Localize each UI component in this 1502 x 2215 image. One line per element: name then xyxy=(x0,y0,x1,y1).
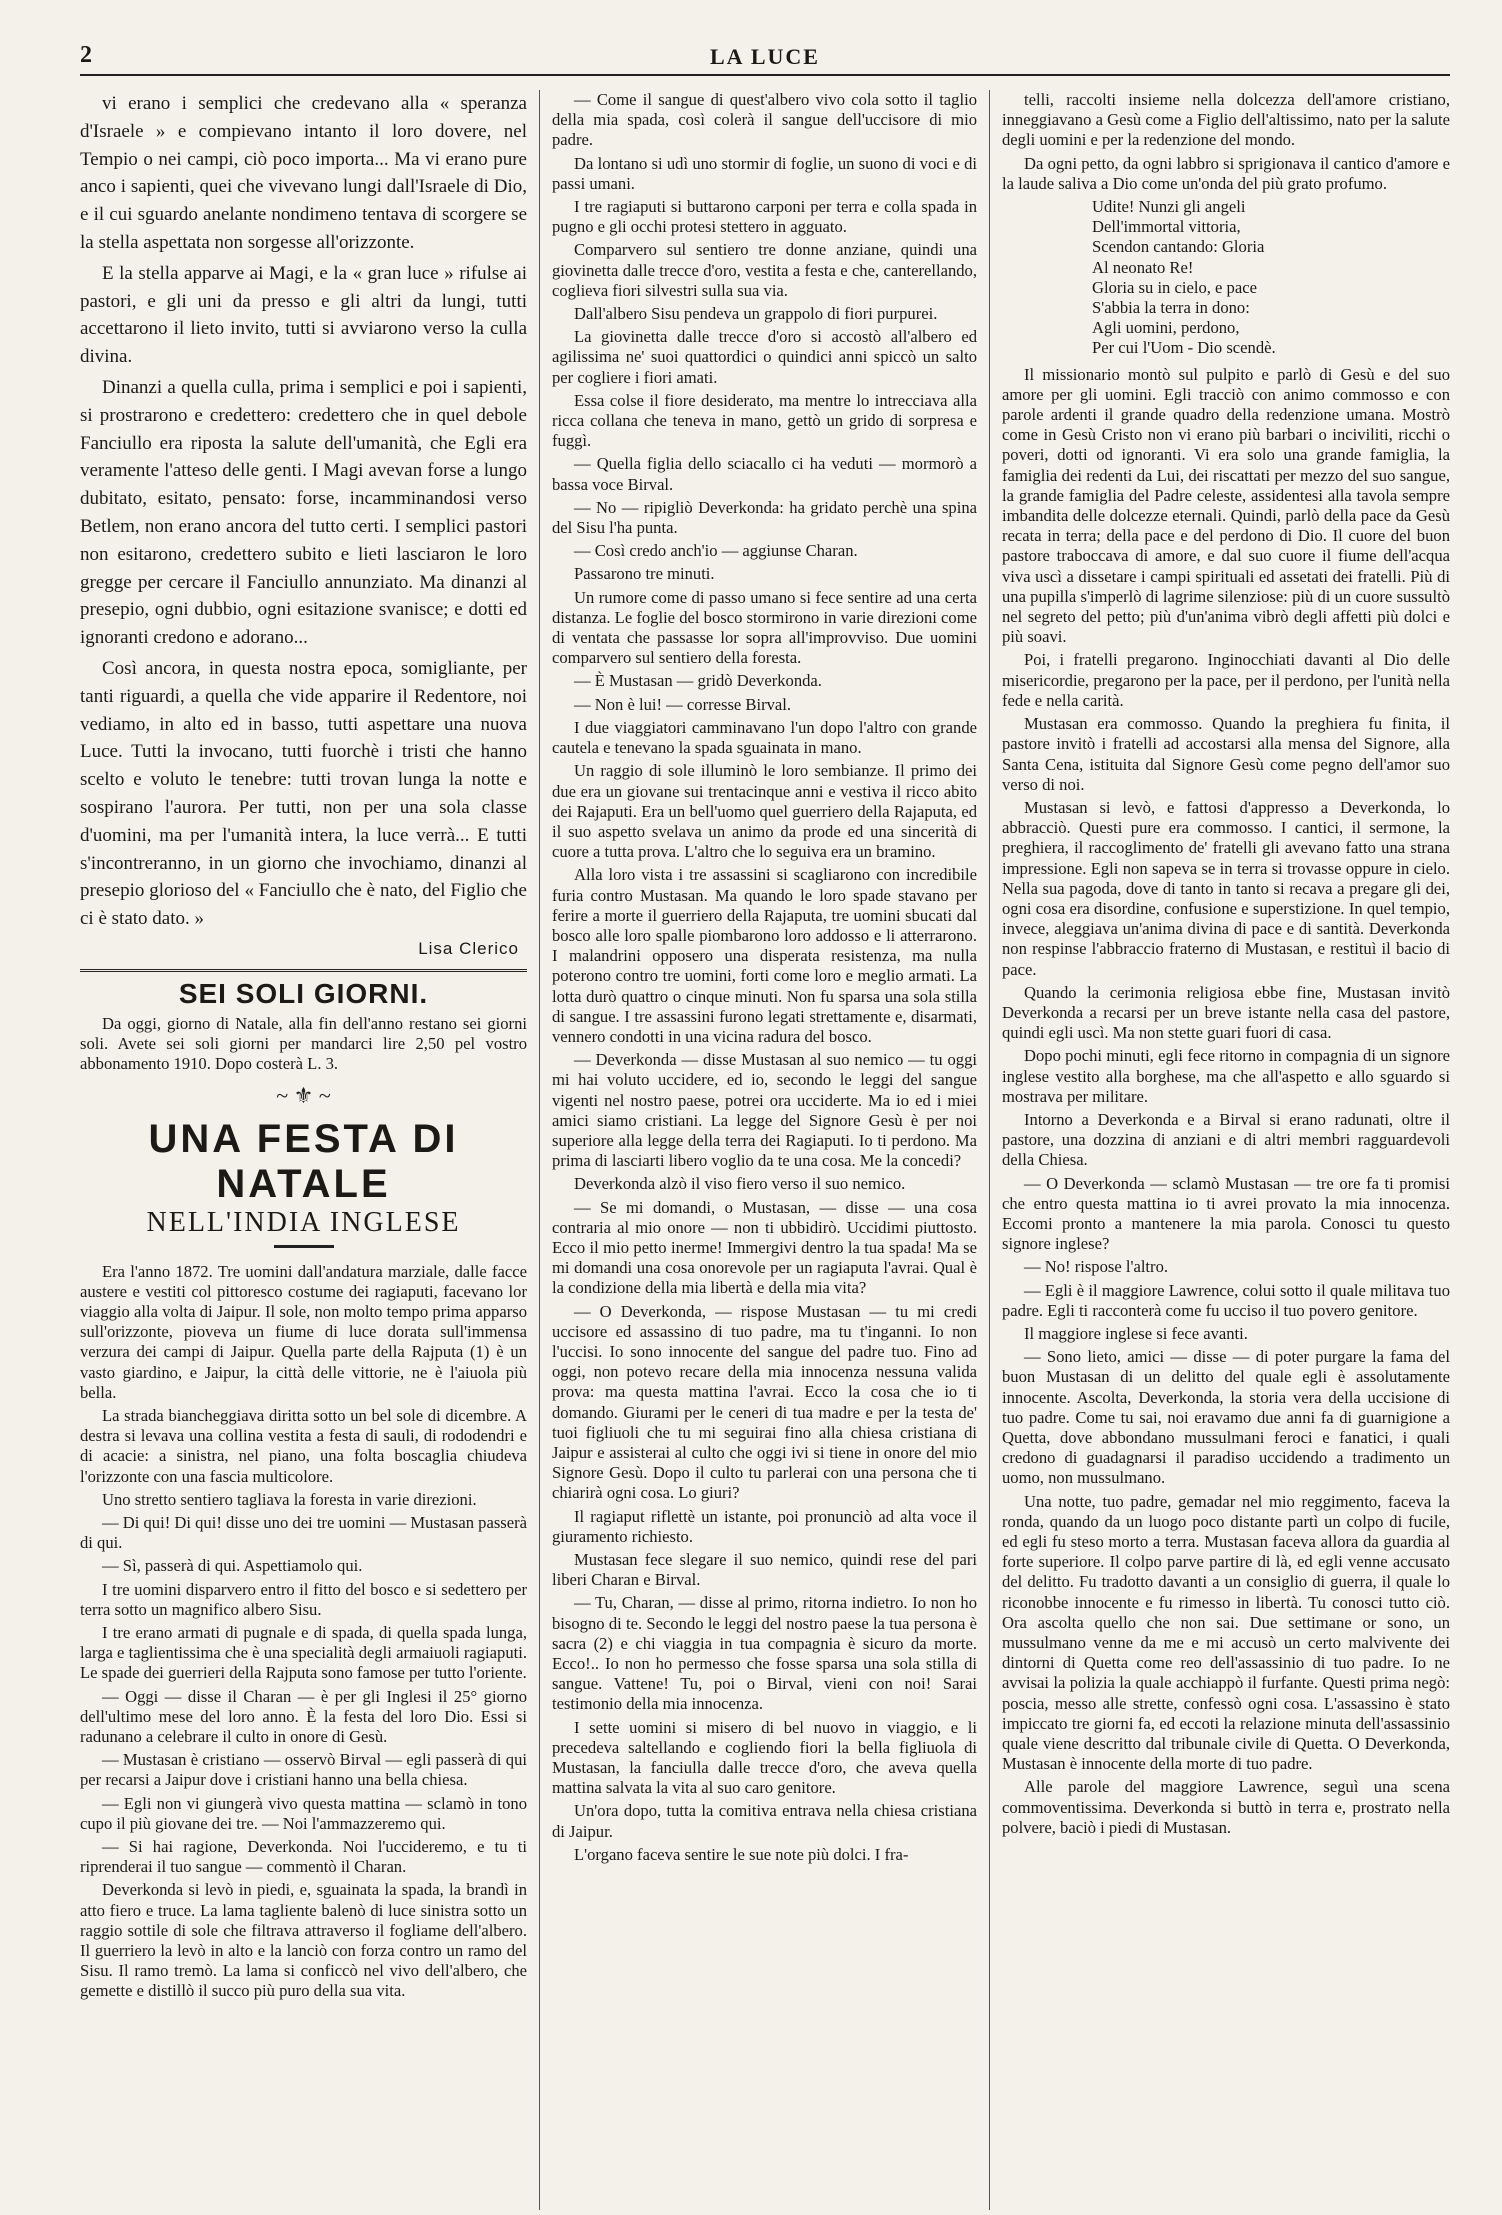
paragraph: — No! rispose l'altro. xyxy=(1024,1257,1169,1277)
paragraph: — Non è lui! — corresse Birval. xyxy=(574,694,792,714)
paragraph: I sette uomini si misero di bel nuovo in viaggio, e li precedeva saltellando e cogliendo fiori la bella figliuola di Mustasan, la fanciulla dalle trecce d'oro, che aveva quella mattina salvata la vita al suo caro genitore. xyxy=(552,1717,977,1798)
article-subtitle: NELL'INDIA INGLESE xyxy=(146,1206,461,1238)
paragraph: — Così credo anch'io — aggiunse Charan. xyxy=(574,541,858,561)
article-text-start xyxy=(80,1262,527,2002)
article-text-continued xyxy=(552,90,977,1865)
article-text-end-part2 xyxy=(1002,365,1450,1838)
essay-text xyxy=(80,90,527,933)
poem-line: S'abbia la terra in dono: xyxy=(1092,298,1250,318)
page-number: 2 xyxy=(80,42,92,68)
paragraph: La strada biancheggiava diritta sotto un bel sole di dicembre. A destra si levava una collina vestita a festa di sauli, di rododendri e di acacie: a sinistra, nel piano, una folta boscaglia chiudeva l'orizzonte con una fascia multicolore. xyxy=(80,1405,527,1486)
paragraph: Dopo pochi minuti, egli fece ritorno in compagnia di un signore inglese vestito alla borghese, ma che all'aspetto e allo sguardo si mostrava per militare. xyxy=(1002,1046,1450,1106)
paragraph: — O Deverkonda — sclamò Mustasan — tre ore fa ti promisi che entro questa mattina io ti avrei provato la mia innocenza. Eccomi pronto a mantenere la mia parola. Conosci tu questo signore inglese? xyxy=(1002,1173,1450,1254)
poem-line: Agli uomini, perdono, xyxy=(1092,318,1240,338)
paragraph: Mustasan era commosso. Quando la preghiera fu finita, il pastore invitò i fratelli ad accostarsi alla mensa del Signore, alla Santa Cena, istituita dal Signore Gesù come pegno dell'amor suo verso di noi. xyxy=(1002,714,1450,794)
page-header xyxy=(80,40,1450,76)
poem-line: Al neonato Re! xyxy=(1092,257,1194,277)
title-rule xyxy=(274,1245,334,1248)
paragraph: — Di qui! Di qui! disse uno dei tre uomini — Mustasan passerà di qui. xyxy=(80,1512,527,1553)
paragraph: I due viaggiatori camminavano l'un dopo l'altro con grande cautela e tenevano la spada sguainata in mano. xyxy=(552,717,977,758)
article-text-end-part1 xyxy=(1002,90,1450,194)
paragraph: Dinanzi a quella culla, prima i semplici e poi i sapienti, si prostrarono e credettero: credettero che in quel debole Fanciullo era riposta la salute dell'umanità, che Egli era veramente l'atteso delle genti. I Magi avevan forse a lungo dubitato, esitato, pensato: forse, incamminandosi verso Betlem, non erano ancora del tutto certi. I semplici pastori non esitarono, credettero subito e lieti lasciaron le loro gregge per cercare il Fanciullo annunziato. Ma dinanzi al presepio, ogni dubbio, ogni esitazione svanisce; e dotti ed ignoranti credono e adorano... xyxy=(80,376,527,649)
poem-line: Scendon cantando: Gloria xyxy=(1092,237,1265,257)
paragraph: Il ragiaput riflettè un istante, poi pronunciò ad alta voce il giuramento richiesto. xyxy=(552,1506,977,1546)
paragraph: Mustasan si levò, e fattosi d'appresso a Deverkonda, lo abbracciò. Questi pure era commosso. I cantici, il sermone, la preghiera, il raccoglimento de' fratelli gli avevano fatto una strana impressione. Egli non sapeva se in terra si trovasse oppure in cielo. Nella sua pagoda, dove di tanto in tanto si recava a pregare gli dei, ogni cosa era disordine, confusione e superstizione. In quel tempio, invece, aleggiava un'anima divina di pace e di santità. Deverkonda non respinse l'abbraccio fraterno di Mustasan, e restituì il bacio di pace. xyxy=(1002,797,1450,979)
column-1 xyxy=(80,90,540,2210)
paragraph: Deverkonda alzò il viso fiero verso il suo nemico. xyxy=(574,1174,906,1194)
hymn-verses xyxy=(1092,197,1450,359)
paragraph: Mustasan fece slegare il suo nemico, quindi rese del pari liberi Charan e Birval. xyxy=(552,1550,977,1590)
column-2 xyxy=(540,90,990,2210)
paragraph: — Egli non vi giungerà vivo questa mattina — sclamò in tono cupo il più giovane dei tre. — Noi l'ammazzeremo qui. xyxy=(80,1793,527,1833)
poem-line: Gloria su in cielo, e pace xyxy=(1092,277,1257,297)
paragraph: Deverkonda si levò in piedi, e, sguainata la spada, la brandì in atto fiero e truce. La lama tagliente balenò di luce sinistra sotto un raggio sottile di sole che filtrava attraverso il fogliame dell'albero. Il guerriero la levò in alto e la lanciò con forza contro un ramo del Sisu. Il ramo tremò. La lama si conficcò nel vivo dell'albero, che gemette e distillò il succo più puro della sua vita. xyxy=(80,1880,527,2001)
paragraph: — Si hai ragione, Deverkonda. Noi l'uccideremo, e tu ti riprenderai il tuo sangue — commentò il Charan. xyxy=(80,1837,527,1877)
paragraph: — Quella figlia dello sciacallo ci ha veduti — mormorò a bassa voce Birval. xyxy=(552,454,977,494)
paragraph: — Mustasan è cristiano — osservò Birval — egli passerà di qui per recarsi a Jaipur dove i cristiani hanno una bella chiesa. xyxy=(80,1750,527,1790)
paragraph: Intorno a Deverkonda e a Birval si erano radunati, oltre il pastore, una dozzina di anziani e di altri membri ragguardevoli della Chiesa. xyxy=(1002,1109,1450,1170)
paragraph: Essa colse il fiore desiderato, ma mentre lo intrecciava alla ricca collana che teneva in mano, gettò un grido di sorpresa e fuggì. xyxy=(552,390,977,451)
paragraph: Il missionario montò sul pulpito e parlò di Gesù e del suo amore per gli uomini. Egli tracciò con animo commosso e con parole ardenti il grande quadro della redenzione umana. Mostrò come in Gesù Cristo non vi erano più barbari o inciviliti, ricchi o poveri, dotti od ignoranti. Vi era solo una grande famiglia, la famiglia dei redenti da Lui, dei riscattati per mezzo del suo sangue, la grande famiglia del Padre celeste, assidentesi alla tavola sempre imbandita delle dolcezze eternali. Quindi, parlò della pace da Gesù recata in terra; della pace e del perdono di Dio. Il cuore del buon pastore traboccava di amore, e dal suo cuore il fiume dell'acqua viva uscì a dissetare i campi spirituali ed assetati dei fratelli. Più di una pupilla s'imperlò di lagrime silenziose: più di un cuore sussultò nel segreto del petto; più d'un'anima vibrò degli affetti più dolci e più soavi. xyxy=(1002,364,1450,647)
poem-line: Dell'immortal vittoria, xyxy=(1092,217,1241,237)
paragraph: I tre uomini disparvero entro il fitto del bosco e si sedettero per terra sotto un magnifico albero Sisu. xyxy=(80,1579,527,1619)
columns xyxy=(80,90,1450,2210)
paragraph: Dall'albero Sisu pendeva un grappolo di fiori purpurei. xyxy=(574,304,938,324)
paragraph: Passarono tre minuti. xyxy=(574,564,715,584)
paragraph: I tre ragiaputi si buttarono carponi per terra e colla spada in pugno e gli occhi protesi stettero in agguato. xyxy=(552,197,977,237)
paragraph: Un rumore come di passo umano si fece sentire ad una certa distanza. Le foglie del bosco stormirono in varie direzioni come di ventata che passasse lor sopra all'improvviso. Due uomini comparvero sul sentiero della foresta. xyxy=(552,587,977,668)
notice-body xyxy=(80,1014,527,1075)
paragraph: — Se mi domandi, o Mustasan, — disse — una cosa contraria al mio onore — non ti ubbidirò. Uccidimi piuttosto. Ecco il mio petto inerme! Immergivi dentro la tua spada! Ma se mi domandi una cosa onorevole per un ragiaputa l'avrai. Qual è la condizione della mia libertà e della mia vita? xyxy=(552,1197,977,1298)
paragraph: — Egli è il maggiore Lawrence, colui sotto il quale militava tuo padre. Egli ti racconterà come fu ucciso il tuo povero genitore. xyxy=(1002,1280,1450,1320)
paragraph: Il maggiore inglese si fece avanti. xyxy=(1024,1323,1248,1343)
section-divider xyxy=(80,969,527,972)
paragraph: La giovinetta dalle trecce d'oro si accostò all'albero ed agilissima ne' suoi quattordici o quindici anni spiccò un salto per cogliere i fiori amati. xyxy=(552,327,977,387)
paragraph: Un'ora dopo, tutta la comitiva entrava nella chiesa cristiana di Jaipur. xyxy=(552,1801,977,1841)
paragraph: — Come il sangue di quest'albero vivo cola sotto il taglio della mia spada, così colerà il sangue dell'uccisore di mio padre. xyxy=(552,90,977,150)
paragraph: Alla loro vista i tre assassini si scagliarono con incredibile furia contro Mustasan. Ma quando le loro spade stavano per ferire a morte il guerriero della Rajaputa, tre uomini sbucati dal bosco alle loro spalle piombarono loro addosso e li atterrarono. I malandrini opposero una disperata resistenza, ma nulla poterono contro tre uomini, forti come loro e meglio armati. La lotta durò quattro o cinque minuti. Non fu sparsa una sola stilla di sangue. I tre assassini furono legati strettamente e, disarmati, vennero condotti in una vicina radura del bosco. xyxy=(552,865,977,1046)
paragraph: Poi, i fratelli pregarono. Inginocchiati davanti al Dio delle misericordie, pregarono per la pace, per il perdono, per l'unità nella fede e nella carità. xyxy=(1002,650,1450,710)
paragraph: — È Mustasan — gridò Deverkonda. xyxy=(574,671,822,691)
paragraph: Così ancora, in questa nostra epoca, somigliante, per tanti riguardi, a quella che vide apparire il Redentore, noi vediamo, in alto ed in basso, tutti aspettare una nuova Luce. Tutti la invocano, tutti fuorchè i tristi che hanno scelto e voluto le tenebre: tutti trovan lunga la notte e sospirano l'aurora. Per tutti, non per una sola classe d'uomini, ma per l'umanità intera, la luce verrà... E tutti s'incontreranno, in un giorno che invochiamo, dinanzi al presepio glorioso del « Fanciullo che è nato, del Figlio che ci è stato dato. » xyxy=(80,657,527,930)
column-3 xyxy=(990,90,1450,2210)
paragraph: Comparvero sul sentiero tre donne anziane, quindi una giovinetta dalle trecce d'oro, vestita a festa e che, canterellando, coglieva fiori silvestri sulla sua via. xyxy=(552,240,977,300)
paragraph: — No — ripigliò Deverkonda: ha gridato perchè una spina del Sisu l'ha punta. xyxy=(552,497,977,538)
paragraph: E la stella apparve ai Magi, e la « gran luce » rifulse ai pastori, e gli uni da presso e gli altri da lungi, tutti accettarono il lieto invito, tutti si avviarono verso la culla divina. xyxy=(80,262,527,368)
notice-title: SEI SOLI GIORNI. xyxy=(178,977,429,1009)
paragraph: Una notte, tuo padre, gemadar nel mio reggimento, faceva la ronda, quando da un luogo poco distante partì un colpo di fucile, ed egli fu steso morto a terra. Mustasan faceva allora da guardia al forte superiore. Il colpo parve partire di là, ed egli venne accusato del delitto. Fu tradotto davanti a un consiglio di guerra, il quale lo riconobbe innocente e fu rimesso in libertà. Tu conosci tutto ciò. Ora ascolta quello che non sai. Due settimane or sono, un mussulmano venne da me e mi accusò un certo malvivente dei dintorni di Quetta come reo dell'assassinio di tuo padre. Io ne avvisai la polizia la quale acchiappò il furfante. Questi prima negò: poscia, messo alle strette, confessò ogni cosa. L'assassino è stato impiccato tre giorni fa, ed eccoti la relazione minuta dell'assassinio quale viene descritto dal tribunale civile di Quetta. O Deverkonda, Mustasan è innocente della morte di tuo padre. xyxy=(1002,1491,1450,1774)
paragraph: Uno stretto sentiero tagliava la foresta in varie direzioni. xyxy=(102,1489,477,1509)
paragraph: vi erano i semplici che credevano alla « speranza d'Israele » e compievano intanto il loro dovere, nel Tempio o nei campi, ciò poco importa... Ma vi erano pure anco i sapienti, quei che vivevano lungi dall'Israele di Dio, e il cui sguardo anelante nondimeno tentava di scorgere se la stella aspettata non sorgesse all'orizzonte. xyxy=(80,93,527,253)
paragraph: Quando la cerimonia religiosa ebbe fine, Mustasan invitò Deverkonda a recarsi per un breve istante nella casa del pastore, quindi egli uscì. Ma non stette guari fuori di casa. xyxy=(1002,982,1450,1043)
paragraph: Un raggio di sole illuminò le loro sembianze. Il primo dei due era un giovane sui trentacinque anni e vestiva il ricco abito dei Rajaputi. Era un bell'uomo quel guerriero della Rajaputa, ed il suo aspetto svelava un animo da prode ed una sincerità di cuore a tutta prova. L'altro che lo seguiva era un bramino. xyxy=(552,761,977,862)
notice-text: Da oggi, giorno di Natale, alla fin dell'anno restano sei giorni soli. Avete sei soli giorni per mandarci lire 2,50 pel vostro abbonamento 1910. Dopo costerà L. 3. xyxy=(80,1013,527,1074)
author-signature: Lisa Clerico xyxy=(418,938,519,958)
fleuron-ornament-icon: ~ ⚜ ~ xyxy=(276,1082,331,1108)
paragraph: — Deverkonda — disse Mustasan al suo nemico — tu oggi mi hai voluto uccidere, ed io, secondo le leggi del sangue vigenti nel nostro paese, potrei ora ucciderte. Ma io ed i miei amici siamo cristiani. La legge del Signore Gesù è per noi superiore alla legge della terra dei Ragiaputi. Io ti perdono. Ma prima di lasciarti libero voglio da te una cosa. Me la concedi? xyxy=(552,1050,977,1171)
paragraph: Da lontano si udì uno stormir di foglie, un suono di voci e di passi umani. xyxy=(552,153,977,193)
paragraph: — O Deverkonda, — rispose Mustasan — tu mi credi uccisore ed assassino di tuo padre, ma tu t'inganni. Io non l'uccisi. Io sono innocente del sangue del padre tuo. Fino ad oggi, non potevo recare della mia innocenza nessuna valida prova: ma questa mattina l'avrai. Ecco la cosa che io ti domando. Giurami per le ceneri di tua madre e per la testa de' tuoi figliuoli che tu mi seguirai fino alla chiesa cristiana di Jaipur e assisterai al culto che oggi ivi si tiene in onore del mio Signore Gesù. Dopo il culto tu parlerai con una persona che ti chiarirà ogni cosa. Lo giuri? xyxy=(552,1301,977,1503)
paragraph: Era l'anno 1872. Tre uomini dall'andatura marziale, dalle facce austere e vestiti col pittoresco costume dei ragiaputi, facevano lor viaggio alla volta di Jaipur. Il sole, non molto tempo prima apparso sull'orizzonte, pioveva un fiume di luce dorata sull'immensa verzura dei campi di Jaipur. Quella parte della Rajputa (1) è un vasto giardino, e Jaipur, la città delle vittorie, ne è l'aiuola più bella. xyxy=(80,1261,527,1402)
article-title: UNA FESTA DI NATALE xyxy=(148,1116,459,1206)
paragraph: — Oggi — disse il Charan — è per gli Inglesi il 25° giorno dell'ultimo mese del loro anno. È la festa del loro Dio. Essi si radunano a celebrare il culto in onore di Gesù. xyxy=(80,1686,527,1746)
paragraph: — Tu, Charan, — disse al primo, ritorna indietro. Io non ho bisogno di te. Secondo le leggi del nostro paese la tua persona è sacra (2) e chi viaggia in tua compagnia è sicuro da morte. Ecco!.. Io non ho permesso che fosse sparsa una sola stilla di sangue. Vattene! Tu, poi o Birval, vieni con noi! Sarai testimonio della mia innocenza. xyxy=(552,1593,977,1714)
paragraph: Alle parole del maggiore Lawrence, seguì una scena commoventissima. Deverkonda si buttò in terra e, prostrato nella polvere, baciò i piedi di Mustasan. xyxy=(1002,1777,1450,1837)
paragraph: I tre erano armati di pugnale e di spada, di quella spada lunga, larga e taglientissima che è una specialità degli armaiuoli ragiaputi. Le spade dei guerrieri della Rajputa sono famose per tutto l'oriente. xyxy=(80,1622,527,1683)
paragraph: telli, raccolti insieme nella dolcezza dell'amore cristiano, inneggiavano a Gesù come a Figlio dell'altissimo, nato per la salute degli uomini e per la redenzione del mondo. xyxy=(1002,90,1450,150)
paragraph: L'organo faceva sentire le sue note più dolci. I fra- xyxy=(574,1844,909,1864)
paragraph: — Sono lieto, amici — disse — di poter purgare la fama del buon Mustasan di un delitto del quale egli è assolutamente innocente. Ascolta, Deverkonda, la storia vera della uccisione di tuo padre. Come tu sai, noi eravamo due anni fa di guarnigione a Quetta, dove abbondano mussulmani feroci e fanatici, i quali credono di guadagnarsi il paradiso uccidendo a tradimento un uomo, non mussulmano. xyxy=(1002,1347,1450,1488)
poem-line: Per cui l'Uom - Dio scendè. xyxy=(1092,338,1276,358)
paragraph: — Sì, passerà di qui. Aspettiamolo qui. xyxy=(102,1556,363,1576)
running-title: LA LUCE xyxy=(710,44,820,69)
paragraph: Da ogni petto, da ogni labbro si sprigionava il cantico d'amore e la laude saliva a Dio come un'onda del più grato profumo. xyxy=(1002,153,1450,193)
poem-line: Udite! Nunzi gli angeli xyxy=(1092,197,1246,217)
